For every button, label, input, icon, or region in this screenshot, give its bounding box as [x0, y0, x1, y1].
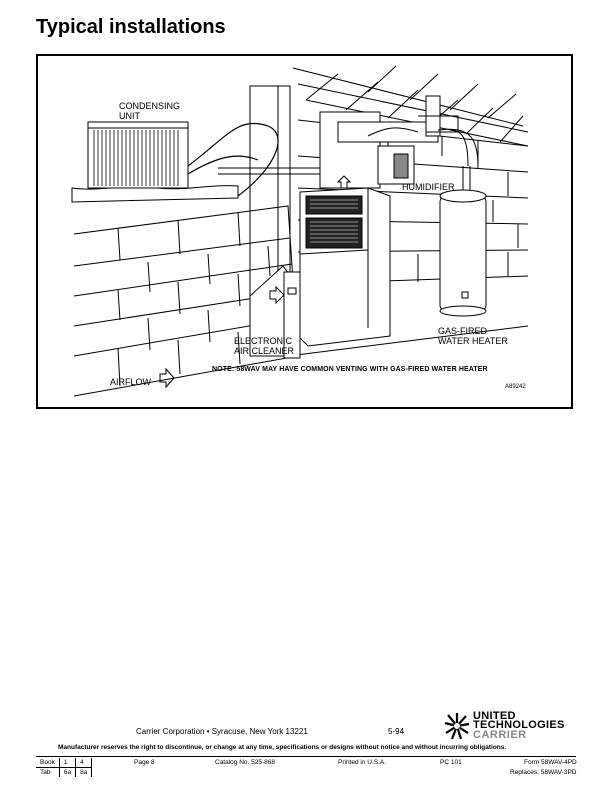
condensing-unit-label: CONDENSING UNIT — [119, 101, 181, 121]
book-value-2: 4 — [76, 758, 92, 768]
logo-line-united: UNITED — [473, 710, 516, 722]
logo-line-technologies: TECHNOLOGIES — [473, 719, 565, 731]
publication-date: 5-94 — [388, 727, 405, 736]
page-title: Typical installations — [36, 16, 226, 38]
catalog-number: Catalog No. 525-868 — [215, 759, 275, 766]
airflow-label: AIRFLOW — [110, 377, 152, 387]
water-heater-drawing — [440, 190, 486, 316]
tab-label: Tab — [36, 768, 59, 778]
footer-divider — [36, 756, 576, 757]
gas-fired-water-heater-label: GAS-FIRED WATER HEATER — [438, 326, 508, 346]
pc-code: PC 101 — [440, 759, 462, 766]
page-number: Page 8 — [134, 759, 155, 766]
logo-mark-icon — [444, 711, 470, 741]
disclaimer: Manufacturer reserves the right to discontinue, or change at any time, specifications or designs without notice and without incurring obligations. — [58, 744, 507, 751]
art-id: A89242 — [505, 384, 526, 390]
installation-illustration — [36, 54, 573, 409]
humidifier-label: HUMIDIFIER — [402, 182, 455, 192]
electronic-air-cleaner-label: ELECTRONIC AIR CLEANER — [234, 336, 295, 356]
furnace-drawing — [300, 188, 390, 346]
united-technologies-carrier-logo — [444, 710, 584, 742]
book-tab-table — [36, 758, 92, 777]
replaces-form: Replaces: 58WAV-3PD — [510, 769, 577, 776]
venting-note: NOTE: 58WAV MAY HAVE COMMON VENTING WITH GAS-FIRED WATER HEATER — [212, 366, 488, 373]
installation-drawing — [38, 56, 571, 407]
condensing-unit-drawing — [88, 122, 188, 188]
corporate-address: Carrier Corporation • Syracuse, New York 13221 — [136, 727, 308, 736]
tab-value-2: 8a — [76, 768, 92, 778]
tab-value-1: 6a — [59, 768, 75, 778]
logo-line-carrier: CARRIER — [473, 729, 527, 741]
book-label: Book — [36, 758, 59, 768]
book-value-1: 1 — [59, 758, 75, 768]
printed-location: Printed in U.S.A. — [338, 759, 387, 766]
form-number: Form 58WAV-4PD — [524, 759, 577, 766]
